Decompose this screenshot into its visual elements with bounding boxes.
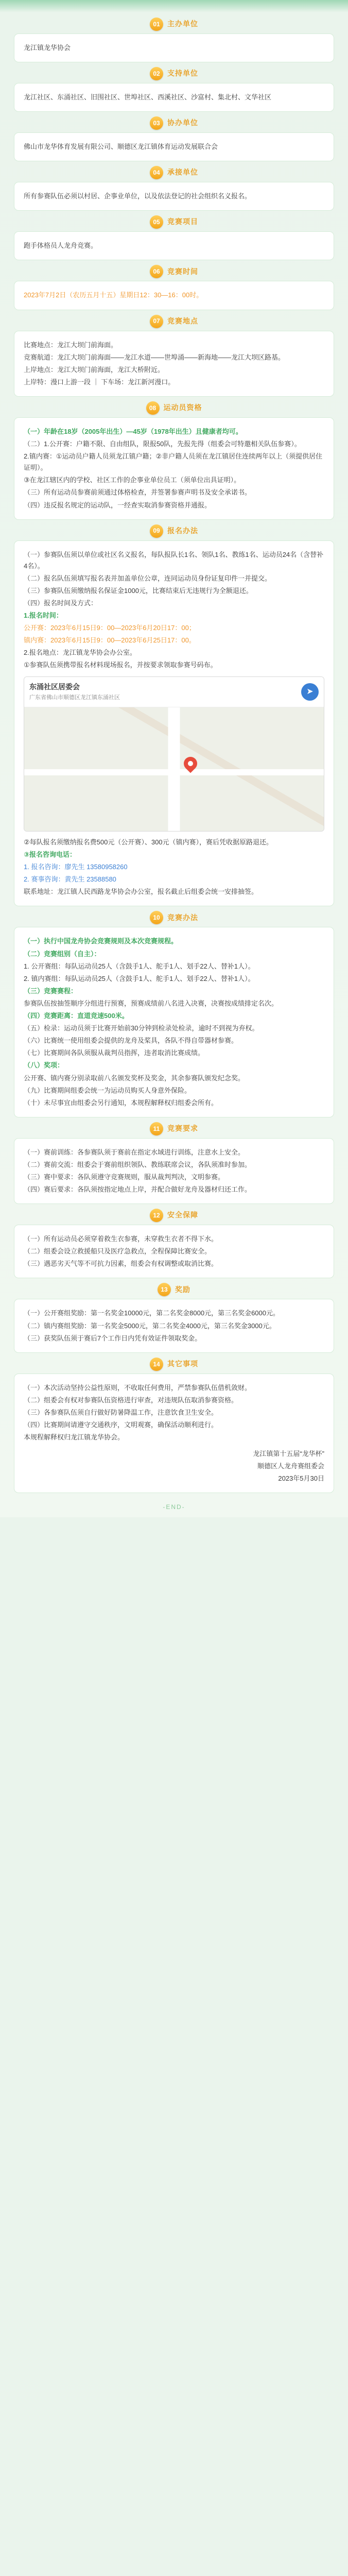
paragraph: 比赛地点：龙江大坝门前海面。 [24, 341, 118, 349]
signature-line: 龙江镇第十五届“龙华杯” [253, 1450, 324, 1458]
paragraph: 所有参赛队伍必须以村居、企事业单位，以及依法登记的社会组织名义报名。 [24, 192, 252, 200]
paragraph: （十）未尽事宜由组委会另行通知，本规程解释权归组委会所有。 [24, 1098, 218, 1107]
paragraph: 2023年7月2日（农历五月十五）星期日12：30—16：00时。 [24, 291, 203, 299]
section-title: 承接单位 [167, 168, 198, 177]
paragraph: 2. 镇内赛组：每队运动员25人（含鼓手1人、舵手1人、划手22人、替补1人）。 [24, 974, 255, 982]
paragraph: （三）各参赛队伍须自行做好防暑降温工作，注意饮食卫生安全。 [24, 1408, 218, 1416]
section-venue [14, 315, 334, 396]
section-title: 运动员资格 [163, 403, 202, 412]
section-title: 主办单位 [167, 20, 198, 28]
section-number-badge: 10 [150, 911, 163, 924]
section-heading [14, 911, 334, 924]
paragraph: （一）赛前训练：各参赛队须于赛前在指定水域进行训练，注意水上安全。 [24, 1148, 245, 1156]
section-number-badge: 04 [150, 166, 163, 179]
section-number-badge: 07 [150, 315, 163, 328]
paragraph: 公开赛、镇内赛分别录取前八名颁发奖杯及奖金，其余参赛队颁发纪念奖。 [24, 1074, 245, 1082]
section-card [14, 281, 334, 309]
section-card [14, 331, 334, 396]
section-number-badge: 12 [150, 1209, 163, 1222]
paragraph: 2.镇内赛：①运动员户籍人员须龙江镇户籍；②非户籍人员须在龙江镇居住连续两年以上（须提供居住证明）。 [24, 452, 323, 472]
section-safety [14, 1209, 334, 1278]
section-time [14, 265, 334, 309]
paragraph: （三）遇恶劣天气等不可抗力因素，组委会有权调整或取消比赛。 [24, 1260, 218, 1268]
map-header [24, 677, 324, 707]
section-heading [14, 401, 334, 415]
section-card [14, 1139, 334, 1204]
section-number-badge: 14 [150, 1358, 163, 1371]
section-title: 竞赛办法 [167, 913, 198, 922]
paragraph: （二）组委会设立救援船只及医疗急救点，全程保障比赛安全。 [24, 1247, 212, 1256]
section-card [14, 83, 334, 111]
paragraph: （四）竞赛距离：直道竞速500米。 [24, 1012, 129, 1020]
section-title: 安全保障 [167, 1211, 198, 1219]
section-number-badge: 03 [150, 116, 163, 130]
signature-line: 顺德区人龙舟赛组委会 [257, 1462, 324, 1470]
section-heading [14, 1209, 334, 1222]
section-number-badge: 08 [146, 401, 160, 415]
section-heading [14, 1283, 334, 1296]
paragraph: 本规程解释权归龙江镇龙华协会。 [24, 1433, 125, 1442]
section-card [14, 927, 334, 1116]
map-place-info [29, 681, 120, 703]
paragraph: 1. 报名咨询：廖先生 13580958260 [24, 863, 128, 871]
section-number-badge: 13 [158, 1283, 171, 1296]
navigate-icon[interactable]: ➤ [301, 683, 319, 701]
paragraph: （三）赛中要求：各队须遵守竞赛规则，服从裁判判决，文明参赛。 [24, 1173, 225, 1181]
section-registration [14, 524, 334, 906]
paragraph: （二）组委会有权对参赛队伍资格进行审查，对违规队伍取消参赛资格。 [24, 1396, 238, 1404]
paragraph: 1. 公开赛组：每队运动员25人（含鼓手1人、舵手1人、划手22人、替补1人）。 [24, 962, 255, 970]
paragraph: 上岸特：漫口上游一段 ｜ 下车场：龙江新河漫口。 [24, 378, 175, 386]
section-title: 竞赛项目 [167, 217, 198, 226]
paragraph: （二）竞赛组别（自主）： [24, 950, 101, 958]
section-number-badge: 01 [150, 18, 163, 31]
paragraph: （四）违反报名规定的运动队，一经查实取消参赛资格并通报。 [24, 501, 212, 509]
section-heading [14, 1122, 334, 1136]
section-other [14, 1358, 334, 1493]
paragraph: （一）年龄在18岁（2005年出生）—45岁（1978年出生）且健康者均可。 [24, 427, 242, 435]
paragraph: 2.报名地点：龙江镇龙华协会办公室。 [24, 649, 136, 657]
paragraph: （三）参赛队伍须缴纳报名保证金1000元，比赛结束后无违规行为全额退还。 [24, 586, 253, 595]
paragraph: （一）本次活动坚持公益性原则，不收取任何费用，严禁参赛队伍借机敛财。 [24, 1383, 252, 1392]
section-title: 竞赛地点 [167, 316, 198, 325]
section-participants [14, 166, 334, 210]
paragraph: 联系地址：龙江镇人民西路龙华协会办公室，报名截止后组委会统一安排抽签。 [24, 888, 258, 896]
section-heading [14, 67, 334, 80]
paragraph: 龙江社区、东涌社区、旧围社区、世埠社区、西溪社区、沙富村、集北村、文华社区 [24, 93, 272, 101]
section-card [14, 182, 334, 210]
section-card [14, 133, 334, 161]
section-number-badge: 06 [150, 265, 163, 278]
section-heading [14, 315, 334, 328]
map-pin-icon [181, 754, 200, 773]
section-number-badge: 05 [150, 215, 163, 229]
paragraph: 公开赛：2023年6月15日9：00—2023年6月20日17：00； [24, 624, 196, 632]
section-title: 报名办法 [167, 526, 198, 535]
footer [0, 1497, 348, 1517]
paragraph: ②每队报名须缴纳报名费500元（公开赛）、300元（镇内赛），赛后凭收据原路退还。 [24, 838, 273, 846]
section-eligibility [14, 401, 334, 519]
section-title: 奖励 [175, 1285, 190, 1294]
section-card [14, 541, 334, 906]
paragraph: （二）镇内赛组奖励：第一名奖金5000元，第二名奖金4000元，第三名奖金3000元。 [24, 1321, 276, 1330]
paragraph: （一）公开赛组奖励：第一名奖金10000元，第二名奖金8000元，第三名奖金6000元。 [24, 1309, 280, 1317]
paragraph: 佛山市龙华体育发展有限公司、顺德区龙江镇体育运动发展联合会 [24, 143, 218, 151]
map-place-name: 东涌社区居委会 [29, 682, 80, 691]
paragraph: （四）报名时间及方式： [24, 599, 98, 607]
paragraph: （三）获奖队伍须于赛后7个工作日内凭有效证件领取奖金。 [24, 1334, 202, 1342]
paragraph: 竞赛航道：龙江大坝门前海面——龙江水道——世埠涌——新海地——龙江大坝区路基。 [24, 353, 285, 361]
paragraph: （四）赛后要求：各队须按指定地点上岸，并配合做好龙舟及器材归还工作。 [24, 1185, 252, 1194]
paragraph: 参赛队伍按抽签顺序分组进行预赛，预赛成绩前八名进入决赛，决赛按成绩排定名次。 [24, 999, 279, 1007]
section-title: 其它事项 [167, 1359, 198, 1368]
section-title: 竞赛时间 [167, 267, 198, 276]
paragraph: （二）1.公开赛：户籍不限、自由组队，限报50队，先报先得（组委会可特邀相关队伍参赛）。 [24, 440, 301, 448]
paragraph: （二）赛前交流：组委会于赛前组织领队、教练联席会议，各队须准时参加。 [24, 1160, 252, 1168]
paragraph: 上岸地点：龙江大坝门前海面，龙江大桥附近。 [24, 365, 165, 374]
section-heading [14, 215, 334, 229]
section-card [14, 1374, 334, 1493]
section-heading [14, 1358, 334, 1371]
paragraph: ③报名咨询电话： [24, 851, 77, 859]
section-requirements [14, 1122, 334, 1204]
paragraph: （三）所有运动员参赛前须通过体格检查，并签署参赛声明书及安全承诺书。 [24, 488, 252, 497]
paragraph: 1.报名时间： [24, 612, 63, 620]
section-card [14, 34, 334, 62]
map-place-address: 广东省佛山市顺德区龙江镇东涌社区 [29, 694, 120, 701]
paragraph: （一）参赛队伍须以单位或社区名义报名，每队报队长1名、领队1名、教练1名、运动员24名（含替补4名）。 [24, 550, 324, 570]
section-competition-rules [14, 911, 334, 1116]
paragraph: （七）比赛期间各队须服从裁判员指挥，违者取消比赛成绩。 [24, 1049, 205, 1057]
section-card [14, 1299, 334, 1352]
section-support [14, 67, 334, 111]
paragraph: （一）所有运动员必须穿着救生衣参赛，未穿救生衣者不得下水。 [24, 1235, 218, 1243]
content-column [14, 18, 334, 1493]
paragraph: （一）执行中国龙舟协会竞赛规则及本次竞赛规程。 [24, 937, 178, 945]
paragraph: （九）比赛期间组委会统一为运动员购买人身意外保险。 [24, 1086, 192, 1094]
section-title: 支持单位 [167, 69, 198, 78]
section-title: 协办单位 [167, 118, 198, 127]
section-card [14, 232, 334, 260]
section-heading [14, 265, 334, 278]
section-number-badge: 02 [150, 67, 163, 80]
paragraph: 镇内赛：2023年6月15日9：00—2023年6月25日17：00。 [24, 636, 196, 645]
end-mark: -END- [163, 1503, 185, 1511]
section-number-badge: 11 [150, 1122, 163, 1136]
section-card [14, 418, 334, 519]
signature-block [24, 1448, 324, 1484]
section-title: 竞赛要求 [167, 1124, 198, 1132]
paragraph: 跑手体格员人龙舟竞赛。 [24, 242, 98, 250]
paragraph: 龙江镇龙华协会 [24, 44, 71, 52]
paragraph: ③在龙江辖区内的学校、社区工作的企事业单位员工（须单位出具证明）。 [24, 476, 241, 484]
section-co-organizer [14, 116, 334, 161]
paragraph: （二）报名队伍须填写报名表并加盖单位公章，连同运动员身份证复印件一并提交。 [24, 574, 272, 582]
paragraph: （六）比赛统一使用组委会提供的龙舟及桨具，各队不得自带器材参赛。 [24, 1037, 238, 1045]
section-heading [14, 166, 334, 179]
paragraph: （四）比赛期间请遵守交通秩序，文明观赛，确保活动顺利进行。 [24, 1421, 218, 1429]
section-heading [14, 524, 334, 538]
section-awards [14, 1283, 334, 1352]
paragraph: ①参赛队伍须携带报名材料现场报名，并按要求领取参赛号码布。 [24, 661, 217, 669]
section-heading [14, 116, 334, 130]
paragraph: （八）奖项： [24, 1061, 64, 1070]
location-map-card[interactable] [24, 676, 324, 832]
section-number-badge: 09 [150, 524, 163, 538]
paragraph: （三）竞赛赛程： [24, 987, 78, 995]
section-event [14, 215, 334, 260]
section-card [14, 1225, 334, 1278]
signature-date: 2023年5月30日 [278, 1475, 324, 1483]
paragraph: （五）检录：运动员须于比赛开始前30分钟到检录处检录，逾时不到视为弃权。 [24, 1024, 259, 1032]
section-organizer [14, 18, 334, 62]
section-heading [14, 18, 334, 31]
paragraph: 2. 赛事咨询：黄先生 23588580 [24, 875, 116, 884]
map-view[interactable] [24, 707, 324, 831]
page-header-band [0, 0, 348, 12]
